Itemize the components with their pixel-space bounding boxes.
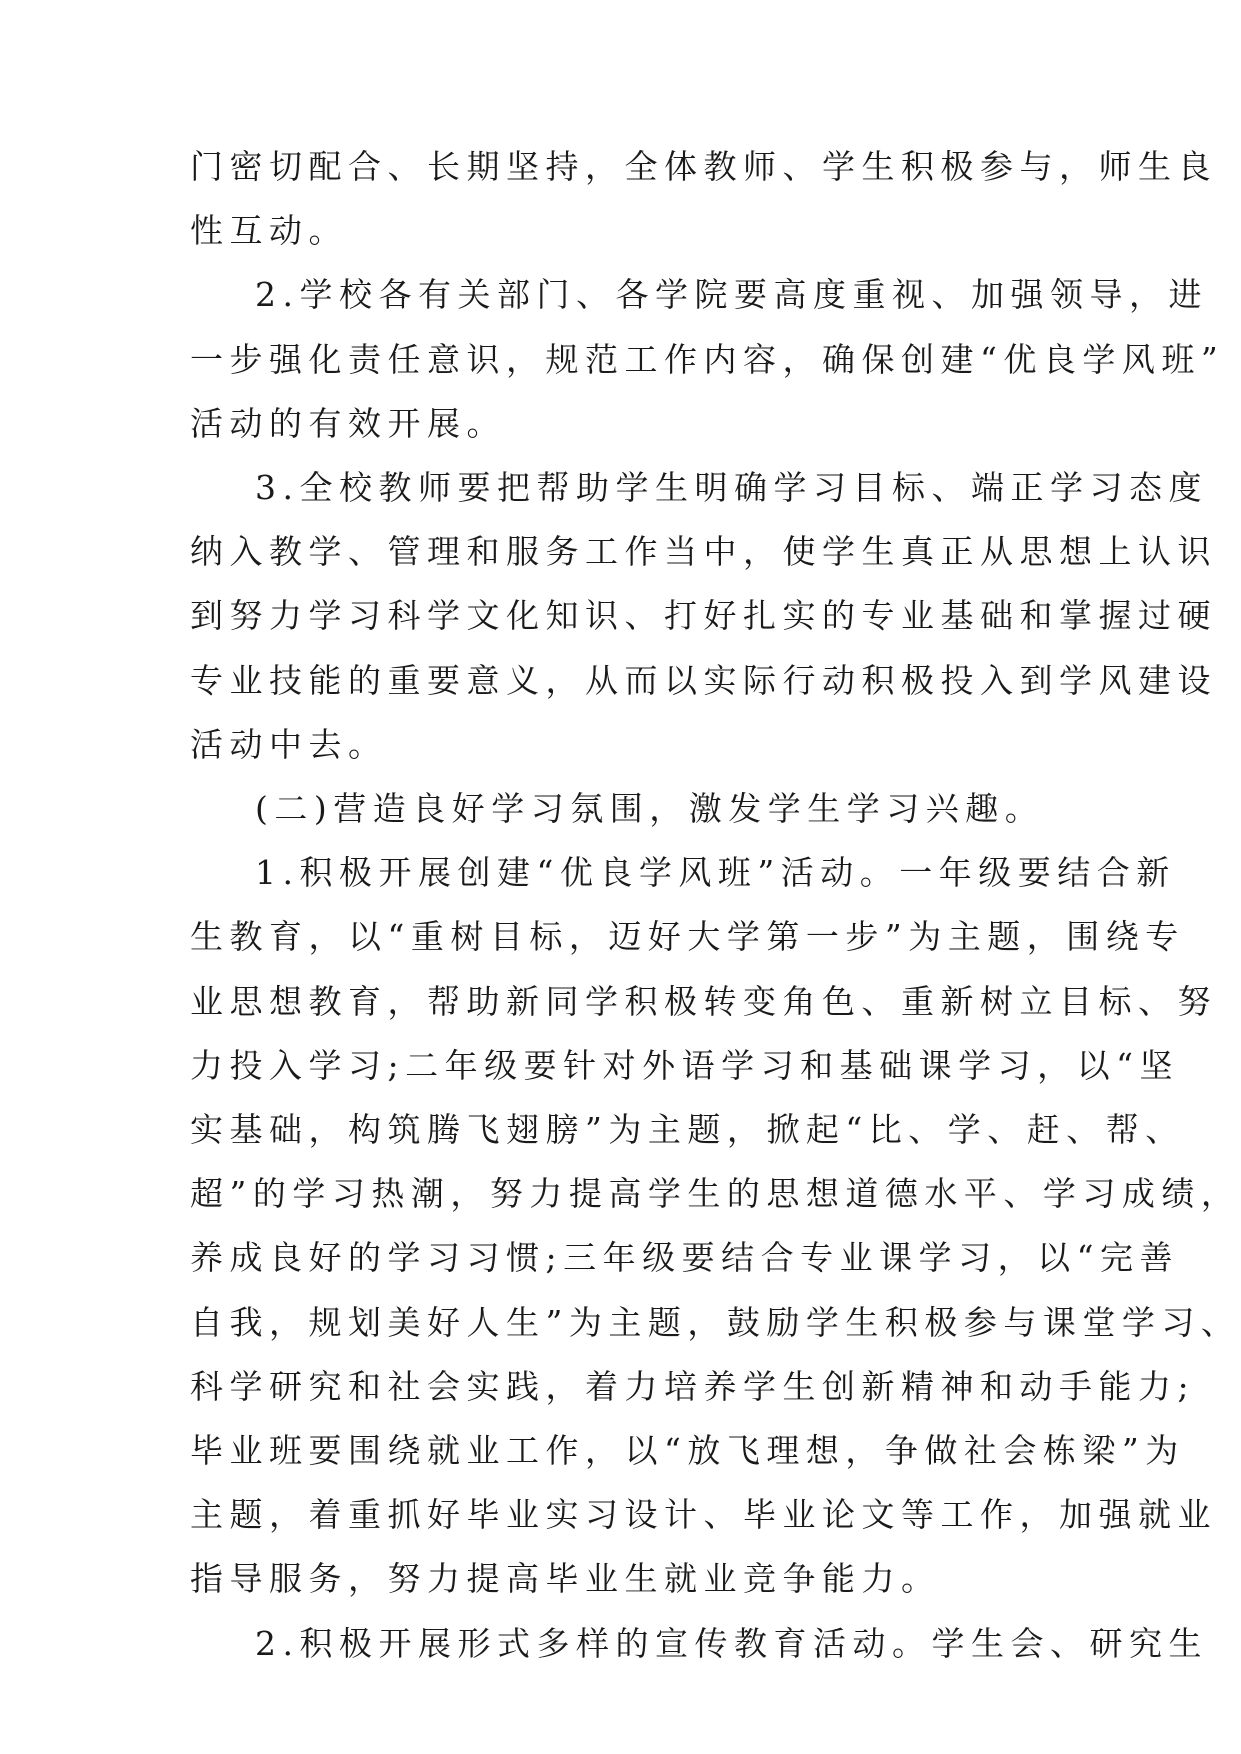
text-line: 实基础，构筑腾飞翅膀”为主题，掀起“比、学、赶、帮、 bbox=[190, 1110, 1185, 1149]
text-line: 养成良好的学习习惯;三年级要结合专业课学习，以“完善 bbox=[190, 1238, 1179, 1278]
text-line: 活动中去。 bbox=[190, 724, 388, 764]
text-line: 2.学校各有关部门、各学院要高度重视、加强领导，进 bbox=[255, 275, 1208, 315]
text-line: 3.全校教师要把帮助学生明确学习目标、端正学习态度 bbox=[255, 468, 1208, 507]
text-line: 力投入学习;二年级要针对外语学习和基础课学习，以“坚 bbox=[190, 1045, 1179, 1085]
text-line: 性互动。 bbox=[190, 211, 348, 251]
text-line: 科学研究和社会实践，着力培养学生创新精神和动手能力; bbox=[190, 1366, 1196, 1406]
text-line: 2.积极开展形式多样的宣传教育活动。学生会、研究生 bbox=[255, 1623, 1208, 1663]
text-line: 专业技能的重要意义，从而以实际行动积极投入到学风建设 bbox=[190, 660, 1217, 700]
text-line: 毕业班要围绕就业工作，以“放飞理想，争做社会栋梁”为 bbox=[190, 1431, 1185, 1470]
text-line: 到努力学习科学文化知识、打好扎实的专业基础和掌握过硬 bbox=[190, 596, 1217, 636]
text-line: 主题，着重抓好毕业实习设计、毕业论文等工作，加强就业 bbox=[190, 1495, 1217, 1535]
text-line: 纳入教学、管理和服务工作当中，使学生真正从思想上认识 bbox=[190, 532, 1217, 572]
text-line: 业思想教育，帮助新同学积极转变角色、重新树立目标、努 bbox=[190, 981, 1217, 1021]
text-line: 门密切配合、长期坚持，全体教师、学生积极参与，师生良 bbox=[190, 147, 1217, 186]
text-line: 1.积极开展创建“优良学风班”活动。一年级要结合新 bbox=[255, 853, 1176, 893]
text-line: 自我，规划美好人生”为主题，鼓励学生积极参与课堂学习、 bbox=[190, 1302, 1241, 1342]
text-line: (二)营造良好学习氛围，激发学生学习兴趣。 bbox=[255, 789, 1045, 828]
text-line: 活动的有效开展。 bbox=[190, 403, 506, 443]
text-line: 指导服务，努力提高毕业生就业竞争能力。 bbox=[190, 1559, 941, 1599]
text-line: 一步强化责任意识，规范工作内容，确保创建“优良学风班” bbox=[190, 339, 1225, 379]
text-line: 生教育，以“重树目标，迈好大学第一步”为主题，围绕专 bbox=[190, 917, 1185, 957]
text-line: 超”的学习热潮，努力提高学生的思想道德水平、学习成绩， bbox=[190, 1174, 1241, 1214]
